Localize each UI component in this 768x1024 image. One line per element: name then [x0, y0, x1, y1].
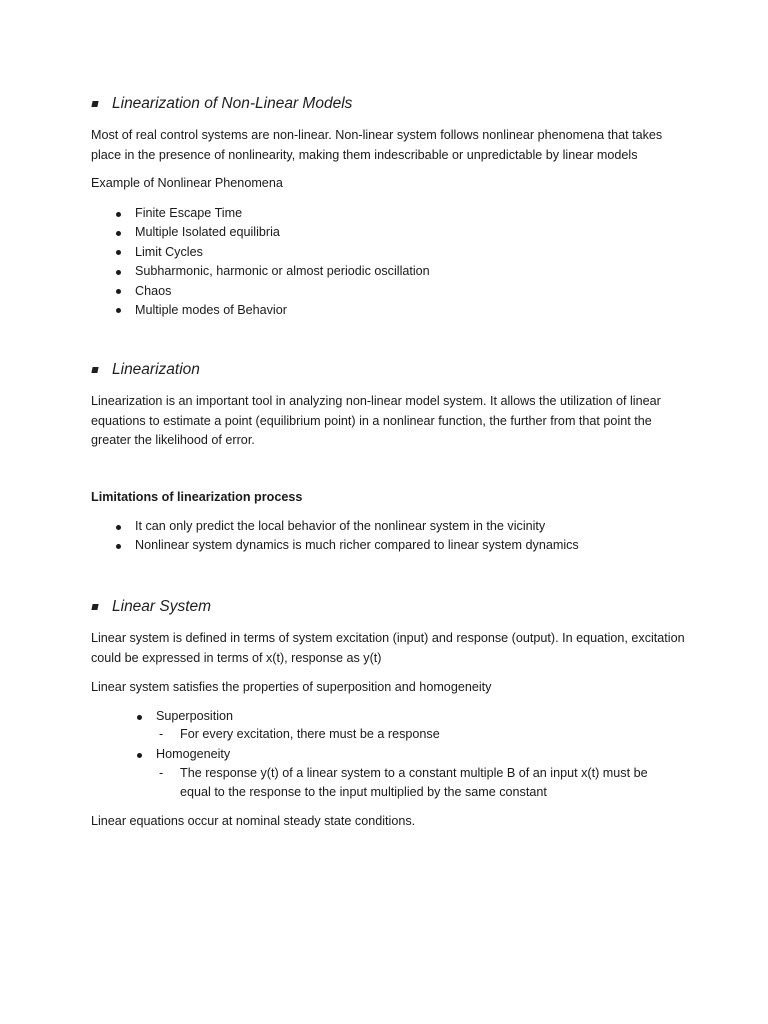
list-item: Limit Cycles — [135, 243, 430, 262]
section-heading-linear-system — [92, 598, 211, 616]
list-item: It can only predict the local behavior of the nonlinear system in the vicinity — [135, 517, 579, 536]
bullet-icon — [116, 525, 121, 530]
examples-list — [135, 204, 430, 320]
dash-bullet: - — [159, 766, 164, 780]
examples-label: Example of Nonlinear Phenomena — [91, 176, 283, 190]
limitations-label: Limitations of linearization process — [91, 490, 303, 504]
bullet-icon — [116, 308, 121, 313]
properties-list — [156, 707, 233, 726]
section-heading-linearization — [92, 361, 200, 379]
section-heading-linearization-of-non-linear-models — [92, 95, 352, 113]
sub-item: - For every excitation, there must be a response — [180, 725, 680, 744]
heading-text: Linear System — [112, 598, 212, 615]
list-item: Nonlinear system dynamics is much richer compared to linear system dynamics — [135, 536, 579, 555]
bullet-icon — [116, 212, 121, 217]
linearization-paragraph: Linearization is an important tool in analyzing non-linear model system. It allows the utilization of linear equations to estimate a point (equilibrium point) in a nonlinear function, the further from that point the greater the likelihood of error. — [91, 394, 661, 447]
bullet-icon — [137, 715, 142, 720]
bullet-icon — [116, 544, 121, 549]
closing-paragraph: Linear equations occur at nominal steady state conditions. — [91, 814, 416, 828]
linear-system-paragraph: Linear system is defined in terms of system excitation (input) and response (output). In equation, excitation could be expressed in terms of x(t), response as y(t) — [91, 631, 685, 665]
bullet-icon — [116, 250, 121, 255]
properties-list — [156, 745, 230, 764]
properties-intro: Linear system satisfies the properties of superposition and homogeneity — [91, 680, 492, 694]
intro-paragraph: Most of real control systems are non-linear. Non-linear system follows nonlinear phenomena that takes place in the presence of nonlinearity, making them indescribable or unpredictable by linear models — [91, 128, 663, 162]
dash-bullet: - — [159, 727, 164, 741]
list-item: Homogeneity — [156, 745, 230, 764]
list-item: Finite Escape Time — [135, 204, 430, 223]
bullet-icon — [116, 289, 121, 294]
heading-text: Linearization of Non-Linear Models — [112, 95, 353, 112]
list-item: Chaos — [135, 282, 430, 301]
list-item: Multiple Isolated equilibria — [135, 223, 430, 242]
bullet-icon — [116, 231, 121, 236]
square-bullet-icon — [91, 367, 98, 373]
square-bullet-icon — [91, 604, 98, 610]
square-bullet-icon — [91, 101, 98, 107]
list-item: Superposition — [156, 707, 233, 726]
bullet-icon — [137, 753, 142, 758]
bullet-icon — [116, 270, 121, 275]
limitations-list — [135, 517, 579, 556]
list-item: Multiple modes of Behavior — [135, 301, 430, 320]
list-item: Subharmonic, harmonic or almost periodic oscillation — [135, 262, 430, 281]
heading-text: Linearization — [112, 361, 200, 378]
sub-item: - The response y(t) of a linear system to a constant multiple B of an input x(t) must be equal to the response to the input multiplied by the same constant — [159, 766, 648, 799]
